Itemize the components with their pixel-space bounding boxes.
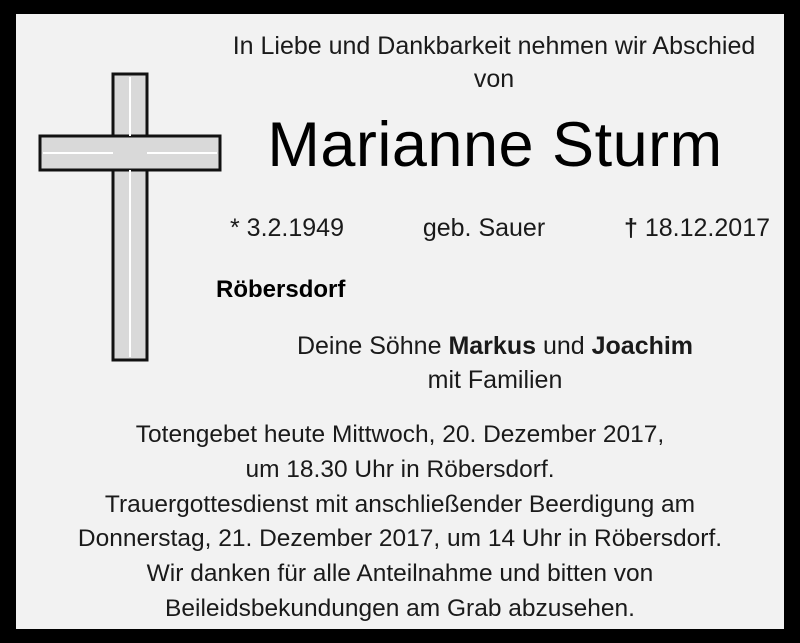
survivors-line <box>212 330 778 364</box>
cross-icon <box>34 72 224 362</box>
service-line-4: Donnerstag, 21. Dezember 2017, um 14 Uhr in Röbersdorf. <box>77 525 723 553</box>
dagger-icon: † <box>624 214 638 242</box>
service-line-2: um 18.30 Uhr in Röbersdorf. <box>245 455 555 483</box>
survivor-name-1: Markus <box>448 332 536 360</box>
dates-row <box>216 214 778 243</box>
service-line-1: Totengebet heute Mittwoch, 20. Dezember 2017, <box>135 421 665 448</box>
survivors-block <box>212 330 778 398</box>
survivor-name-2: Joachim <box>591 332 694 360</box>
birth-date: * 3.2.1949 <box>230 214 344 242</box>
maiden-name: geb. Sauer <box>422 214 546 242</box>
service-details <box>38 418 762 627</box>
death-date-value: 18.12.2017 <box>644 214 770 242</box>
survivors-conjunction: und <box>536 332 592 360</box>
intro-text: In Liebe und Dankbarkeit nehmen wir Abschied von <box>232 32 756 93</box>
service-line-5: Wir danken für alle Anteilnahme und bitten von <box>146 560 654 588</box>
service-line-3: Trauergottesdienst mit anschließender Beerdigung am <box>104 490 696 518</box>
service-line-6: Beileidsbekundungen am Grab abzusehen. <box>165 594 635 622</box>
death-date <box>624 214 778 243</box>
place-name: Röbersdorf <box>216 276 346 303</box>
deceased-name: Marianne Sturm <box>267 110 723 180</box>
obituary-notice <box>16 14 784 629</box>
survivors-suffix: mit Familien <box>427 365 563 394</box>
survivors-prefix: Deine Söhne <box>296 332 449 360</box>
